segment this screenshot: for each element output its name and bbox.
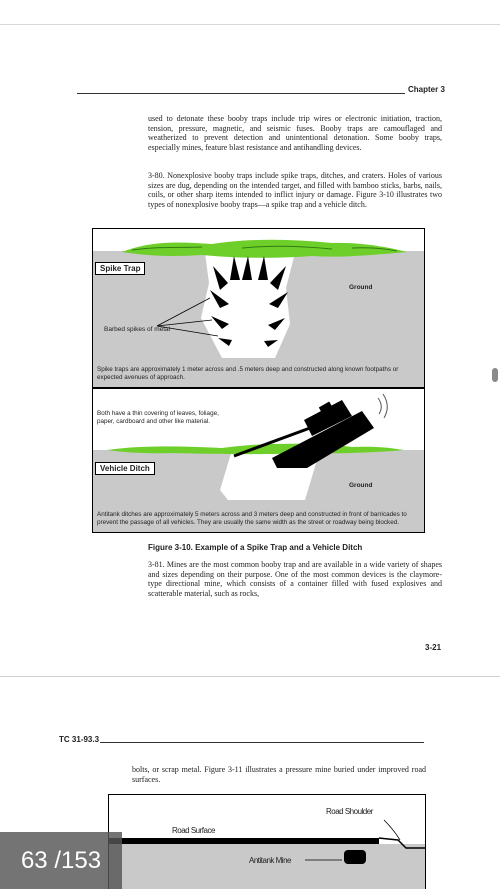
figure-caption: Figure 3-10. Example of a Spike Trap and a Vehicle Ditch <box>148 543 363 552</box>
scrollbar-thumb[interactable] <box>492 368 498 382</box>
paragraph-page2: bolts, or scrap metal. Figure 3-11 illustrates a pressure mine buried under improved road surfaces. <box>132 765 426 784</box>
barbed-spikes-label: Barbed spikes of metal <box>104 326 171 333</box>
vehicle-ditch-label: Vehicle Ditch <box>100 464 150 473</box>
spike-trap-label-box <box>95 262 145 275</box>
paragraph-3-80: 3-80. Nonexplosive booby traps include spike traps, ditches, and craters. Holes of various sizes are dug, depending on the intended target, and filled with bamboo sticks, barbs, nails, coils, or other sharp items intended to inflict injury or damage. Figure 3-10 illustrates two types of nonexplosive booby traps—a spike trap and a vehicle ditch. <box>148 171 442 209</box>
page-number: 3-21 <box>425 643 442 652</box>
road-shoulder-label: Road Shoulder <box>326 807 373 816</box>
antitank-mine <box>344 850 366 864</box>
paragraph-3-81: 3-81. Mines are the most common booby trap and are available in a wide variety of shapes and sizes depending on their purpose. One of the most common devices is the claymore-type directional mine, which consists of a container filled with fused explosives and scatterable material, such as rocks, <box>148 560 442 598</box>
page-counter <box>0 832 122 889</box>
total-pages: /153 <box>54 847 102 874</box>
vehicle-ditch-label-box <box>95 462 155 475</box>
chapter-header: Chapter 3 <box>408 85 445 94</box>
antitank-mine-label: Antitank Mine <box>249 856 291 865</box>
road-surface-label: Road Surface <box>172 826 215 835</box>
road-surface <box>109 838 379 844</box>
header-rule <box>77 93 405 94</box>
current-page: 63 <box>20 847 48 874</box>
figure-3-11 <box>108 794 426 889</box>
paragraph-continued: used to detonate these booby traps include trip wires or electronic initiation, traction, tension, pressure, magnetic, and seismic fuses. Booby traps are camouflaged and weatherized to prevent detection and unintentional detonation. Some booby traps, especially mines, feature blast resistance and antihandling devices. <box>148 114 442 152</box>
ground-label-2: Ground <box>349 482 373 489</box>
vehicle-ditch-note: Antitank ditches are approximately 5 meters across and 3 meters deep and constructed in front of barricades to prevent the passage of all vehicles. They are usually the same width as the street or roadway being blocked. <box>97 511 407 526</box>
header-rule-2 <box>100 742 424 743</box>
road-ground <box>109 844 425 889</box>
page-separator <box>0 676 500 677</box>
covering-note-1: Both have a thin covering of leaves, foliage, <box>97 410 219 417</box>
spike-trap-label: Spike Trap <box>100 264 141 273</box>
covering-note-2: paper, cardboard and other like material. <box>97 418 211 425</box>
manual-header: TC 31-93.3 <box>59 735 100 744</box>
viewer-top-bar <box>0 0 500 25</box>
spike-trap-note: Spike traps are approximately 1 meter across and .5 meters deep and constructed along known footpaths or expected avenues of approach. <box>97 366 399 381</box>
ground-label-1: Ground <box>349 284 373 291</box>
